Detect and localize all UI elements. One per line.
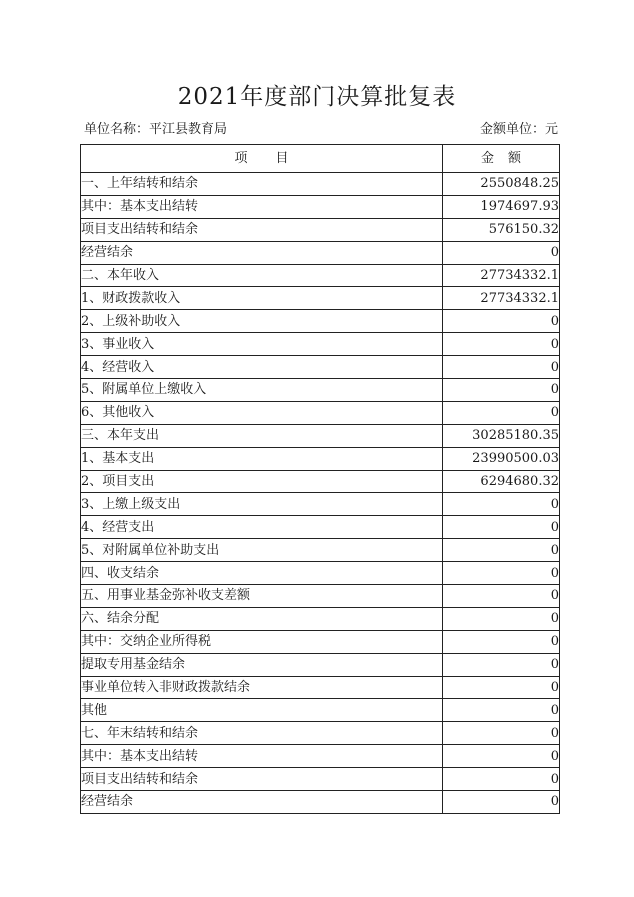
table-header-row <box>81 145 560 173</box>
row-label: 一、上年结转和结余 <box>81 173 443 196</box>
table-row <box>81 195 560 218</box>
table-row <box>81 653 560 676</box>
row-amount: 0 <box>443 653 560 676</box>
row-amount: 27734332.1 <box>443 264 560 287</box>
row-label: 6、其他收入 <box>81 401 443 424</box>
row-amount: 0 <box>443 791 560 814</box>
row-label: 提取专用基金结余 <box>81 653 443 676</box>
table-row <box>81 791 560 814</box>
table-row <box>81 768 560 791</box>
row-label: 三、本年支出 <box>81 424 443 447</box>
row-label: 3、上缴上级支出 <box>81 493 443 516</box>
row-label: 其他 <box>81 699 443 722</box>
unit-name-label: 单位名称：平江县教育局 <box>84 122 228 137</box>
table-row <box>81 585 560 608</box>
row-label: 项目支出结转和结余 <box>81 218 443 241</box>
row-amount: 0 <box>443 310 560 333</box>
row-amount: 0 <box>443 333 560 356</box>
row-amount: 0 <box>443 562 560 585</box>
page-title: 2021年度部门决算批复表 <box>177 84 457 110</box>
row-amount: 6294680.32 <box>443 470 560 493</box>
row-amount: 0 <box>443 516 560 539</box>
row-amount: 0 <box>443 379 560 402</box>
header-item <box>81 145 443 173</box>
table-row <box>81 539 560 562</box>
table-row <box>81 516 560 539</box>
row-amount: 0 <box>443 401 560 424</box>
table-row <box>81 607 560 630</box>
table-row <box>81 218 560 241</box>
table-row <box>81 699 560 722</box>
row-label: 四、收支结余 <box>81 562 443 585</box>
row-label: 4、经营支出 <box>81 516 443 539</box>
row-label: 4、经营收入 <box>81 356 443 379</box>
row-amount: 0 <box>443 539 560 562</box>
row-amount: 0 <box>443 699 560 722</box>
row-label: 其中：交纳企业所得税 <box>81 630 443 653</box>
row-label: 经营结余 <box>81 791 443 814</box>
table-row <box>81 241 560 264</box>
row-label: 其中：基本支出结转 <box>81 195 443 218</box>
row-amount: 0 <box>443 607 560 630</box>
row-label: 五、用事业基金弥补收支差额 <box>81 585 443 608</box>
table-row <box>81 493 560 516</box>
table-row <box>81 562 560 585</box>
row-label: 七、年末结转和结余 <box>81 722 443 745</box>
row-label: 经营结余 <box>81 241 443 264</box>
row-amount: 0 <box>443 676 560 699</box>
row-amount: 2550848.25 <box>443 173 560 196</box>
row-label: 2、上级补助收入 <box>81 310 443 333</box>
table-row <box>81 310 560 333</box>
row-amount: 1974697.93 <box>443 195 560 218</box>
row-amount: 0 <box>443 745 560 768</box>
row-amount: 0 <box>443 241 560 264</box>
table-row <box>81 676 560 699</box>
row-label: 2、项目支出 <box>81 470 443 493</box>
row-amount: 0 <box>443 356 560 379</box>
table-row <box>81 173 560 196</box>
row-label: 5、对附属单位补助支出 <box>81 539 443 562</box>
row-amount: 23990500.03 <box>443 447 560 470</box>
table-row <box>81 470 560 493</box>
header-item-label: 项目 <box>234 151 317 166</box>
table-row <box>81 356 560 379</box>
header-amount-label: 金额 <box>480 151 535 166</box>
row-amount: 576150.32 <box>443 218 560 241</box>
row-label: 六、结余分配 <box>81 607 443 630</box>
budget-approval-table <box>80 144 560 814</box>
row-label: 5、附属单位上缴收入 <box>81 379 443 402</box>
table-row <box>81 447 560 470</box>
row-label: 1、财政拨款收入 <box>81 287 443 310</box>
row-amount: 27734332.1 <box>443 287 560 310</box>
row-label: 项目支出结转和结余 <box>81 768 443 791</box>
header-amount <box>443 145 560 173</box>
table-row <box>81 333 560 356</box>
row-amount: 0 <box>443 585 560 608</box>
row-label: 二、本年收入 <box>81 264 443 287</box>
table-row <box>81 745 560 768</box>
row-label: 1、基本支出 <box>81 447 443 470</box>
table-row <box>81 722 560 745</box>
table-row <box>81 264 560 287</box>
row-amount: 0 <box>443 630 560 653</box>
table-row <box>81 287 560 310</box>
table-row <box>81 630 560 653</box>
row-amount: 30285180.35 <box>443 424 560 447</box>
row-amount: 0 <box>443 722 560 745</box>
row-label: 事业单位转入非财政拨款结余 <box>81 676 443 699</box>
table-row <box>81 424 560 447</box>
table-row <box>81 379 560 402</box>
row-amount: 0 <box>443 768 560 791</box>
row-label: 其中：基本支出结转 <box>81 745 443 768</box>
currency-unit-label: 金额单位：元 <box>479 122 558 137</box>
row-label: 3、事业收入 <box>81 333 443 356</box>
table-body <box>81 173 560 814</box>
row-amount: 0 <box>443 493 560 516</box>
table-row <box>81 401 560 424</box>
